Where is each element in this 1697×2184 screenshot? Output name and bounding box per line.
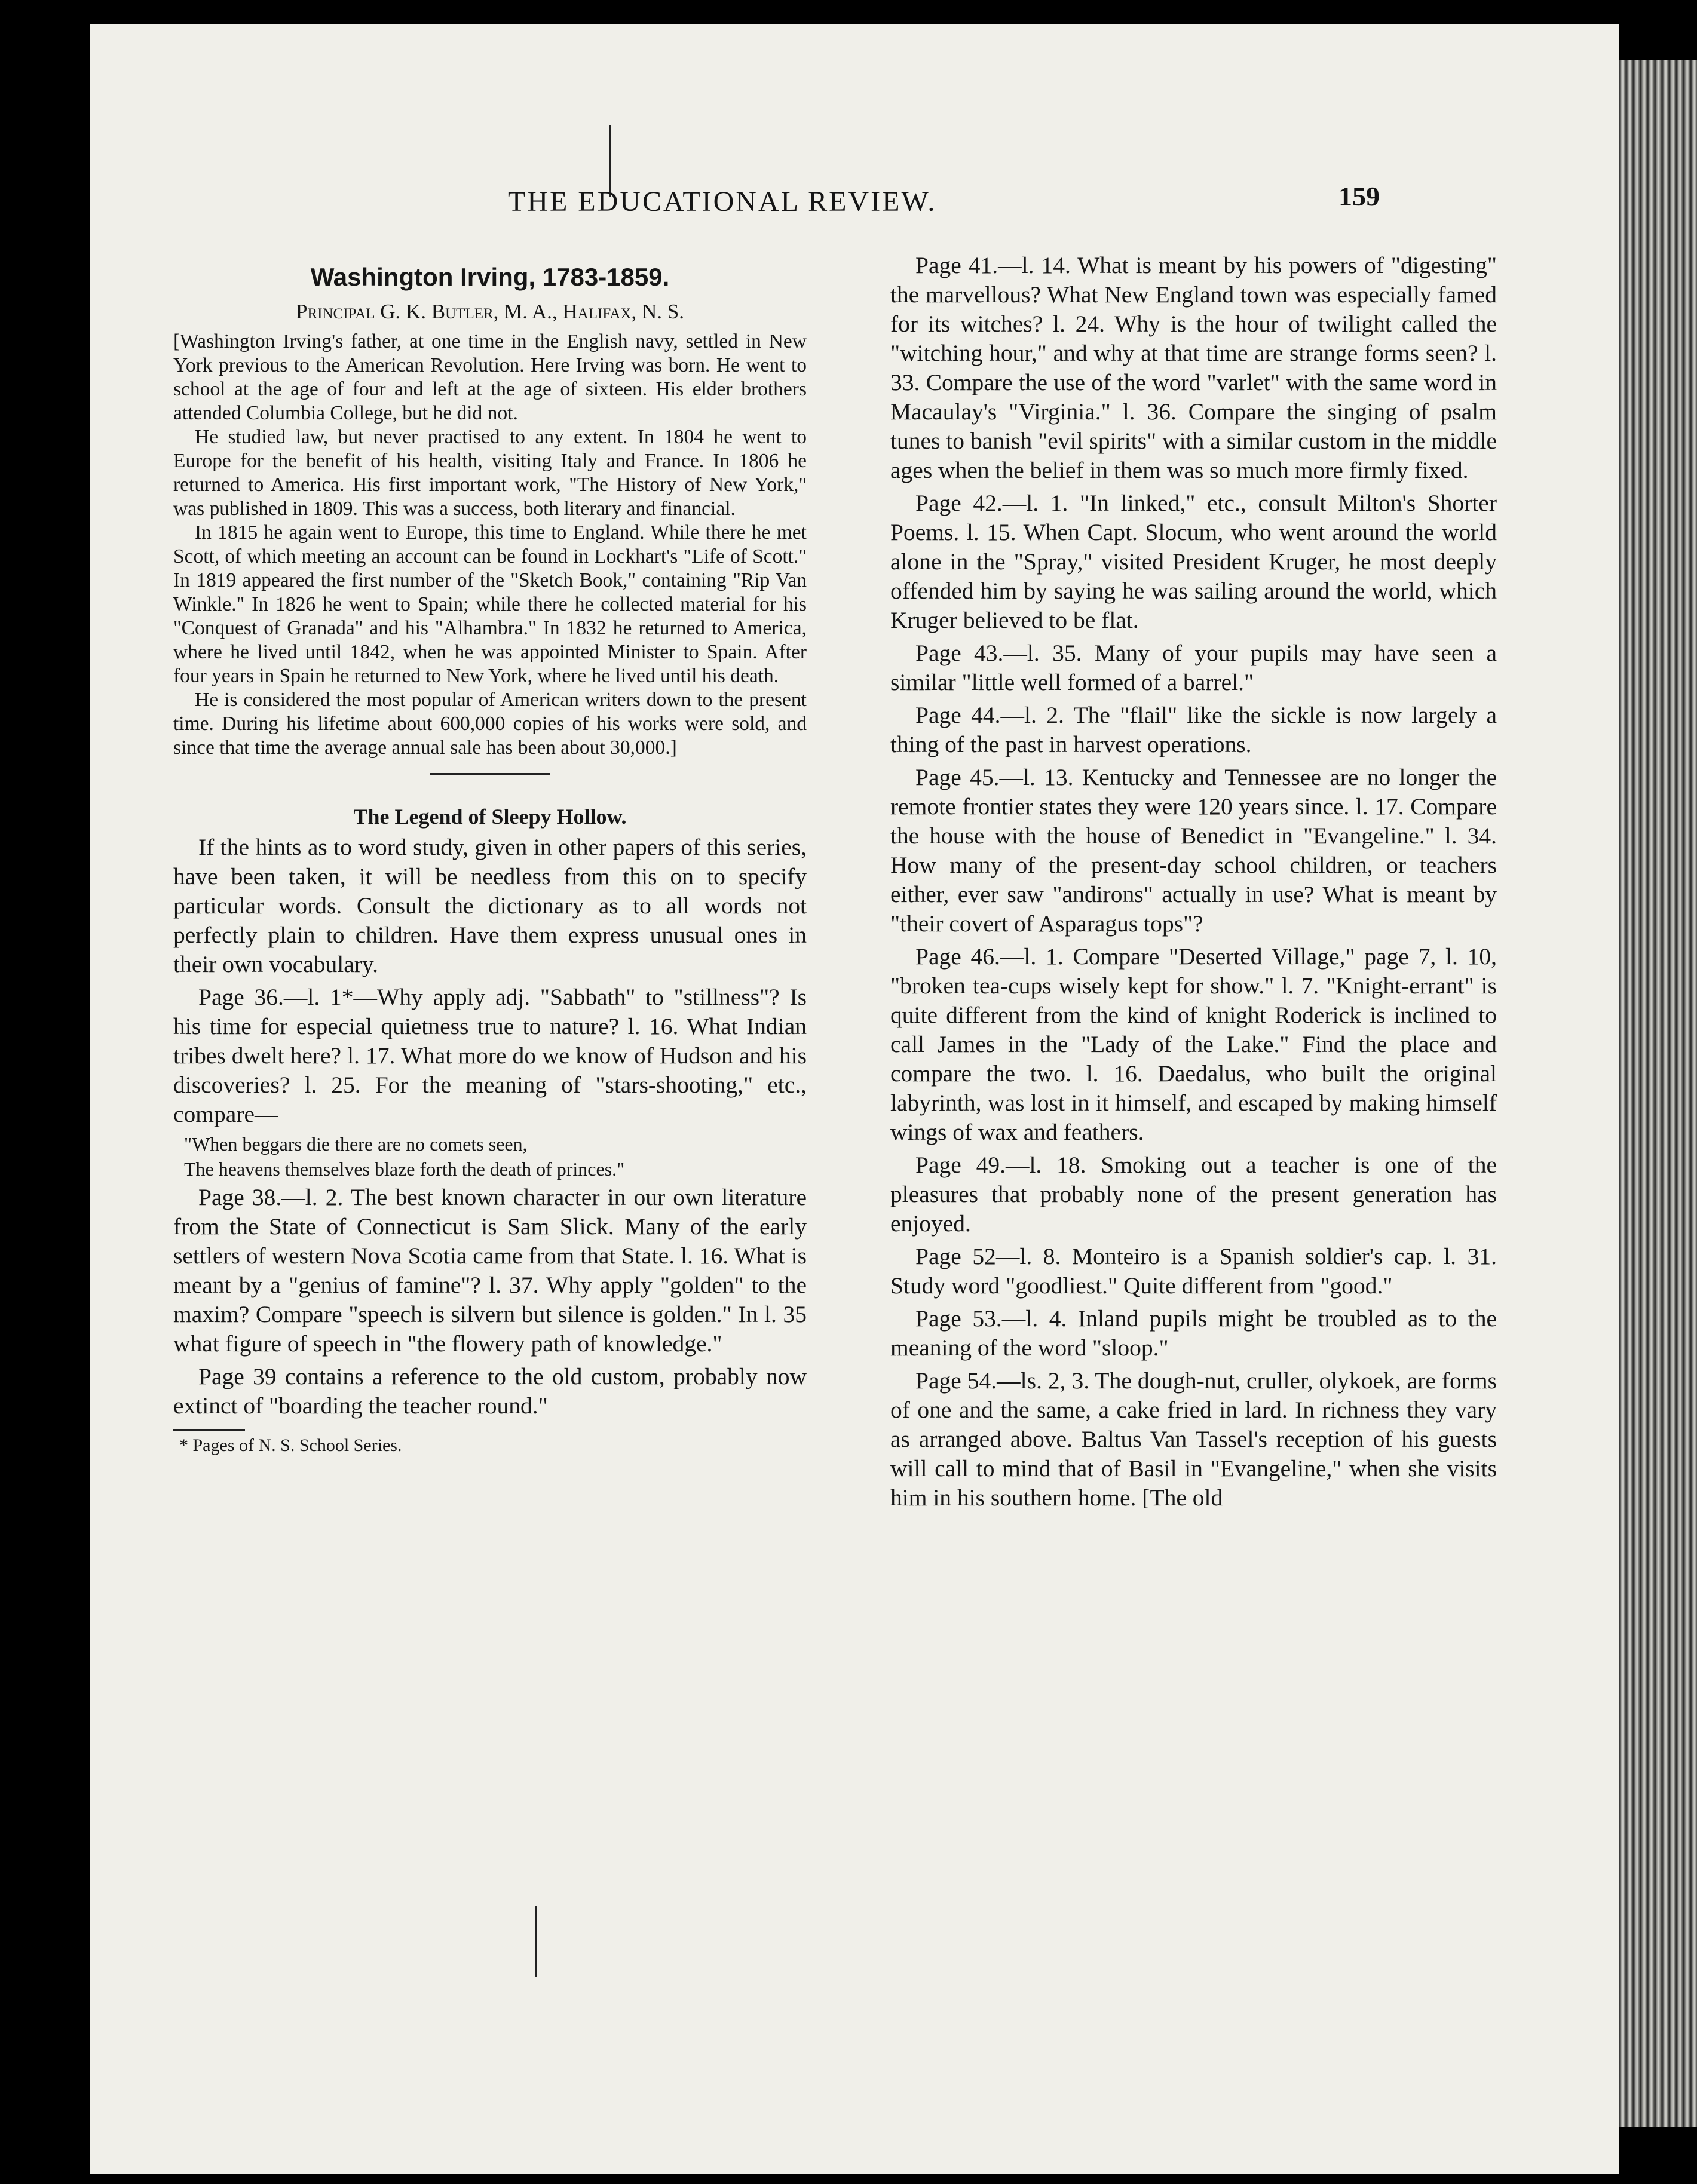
quote-line: "When beggars die there are no comets seen, xyxy=(184,1133,528,1155)
article-title: Washington Irving, 1783-1859. xyxy=(310,263,670,291)
legend-text-left-2 xyxy=(173,1183,807,1421)
left-column xyxy=(173,251,807,1456)
paragraph: Page 41.—l. 14. What is meant by his powers of "digesting" the marvellous? What New England town was especially famed for its witches? l. 24. Why is the hour of twilight called the "witching hour," and why at that time are strange forms seen? l. 33. Compare the use of the word "varlet" with the same word in Macaulay's "Virginia." l. 36. Compare the singing of psalm tunes to banish "evil spirits" with a similar custom in the middle ages when the belief in them was so much more firmly fixed. xyxy=(890,252,1497,483)
paragraph: Page 42.—l. 1. "In linked," etc., consult Milton's Shorter Poems. l. 15. When Capt. Slocum, who went around the world alone in the "Spray," visited President Kruger, he most deeply offended him by saying he was sailing around the world, which Kruger believed to be flat. xyxy=(890,490,1497,633)
paragraph: Page 53.—l. 4. Inland pupils might be troubled as to the meaning of the word "sloop." xyxy=(890,1305,1497,1361)
paragraph: Page 46.—l. 1. Compare "Deserted Village," page 7, l. 10, "broken tea-cups wisely kept for show." l. 7. "Knight-errant" is quite different from the kind of knight Roderick is inclined to call James in the "Lady of the Lake." Find the place and compare the two. l. 16. Daedalus, who built the original labyrinth, was lost in it himself, and escaped by making himself wings of wax and feathers. xyxy=(890,943,1497,1145)
bio-paragraph: In 1815 he again went to Europe, this time to England. While there he met Scott, of which meeting an account can be found in Lockhart's "Life of Scott." In 1819 appeared the first number of the "Sketch Book," containing "Rip Van Winkle." In 1826 he went to Spain; while there he collected material for his "Conquest of Granada" and his "Alhambra." In 1832 he returned to America, where he lived until 1842, when he was appointed Minister to Spain. After four years in Spain he returned to New York, where he lived until his death. xyxy=(173,522,807,687)
paragraph: Page 52—l. 8. Monteiro is a Spanish soldier's cap. l. 31. Study word "goodliest." Quite different from "good." xyxy=(890,1243,1497,1299)
quote-line: The heavens themselves blaze forth the death of princes." xyxy=(184,1158,625,1180)
article-author: Principal G. K. Butler, M. A., Halifax, N. S. xyxy=(296,300,684,323)
bio-paragraph: He is considered the most popular of American writers down to the present time. During his lifetime about 600,000 copies of his works were sold, and since that time the average annual sale has been about 30,000.] xyxy=(173,689,807,759)
paragraph: Page 38.—l. 2. The best known character in our own literature from the State of Connecticut is Sam Slick. Many of the early settlers of western Nova Scotia came from that State. l. 16. What is meant by a "genius of famine"? l. 37. Why apply "golden" to the maxim? Compare "speech is silvern but silence is golden." In l. 35 what figure of speech in "the flowery path of knowledge." xyxy=(173,1184,807,1357)
book-page xyxy=(90,24,1619,2174)
page-number: 159 xyxy=(1338,181,1380,211)
scan-mark-bottom xyxy=(535,1906,537,1977)
paragraph: Page 39 contains a reference to the old custom, probably now extinct of "boarding the teacher round." xyxy=(173,1363,807,1419)
paragraph: Page 44.—l. 2. The "flail" like the sickle is now largely a thing of the past in harvest operations. xyxy=(890,702,1497,757)
paragraph: Page 36.—l. 1*—Why apply adj. "Sabbath" to "stillness"? Is his time for especial quietness true to nature? l. 16. What Indian tribes dwelt here? l. 17. What more do we know of Hudson and his discoveries? l. 25. For the meaning of "stars-shooting," etc., compare— xyxy=(173,984,807,1127)
biography xyxy=(173,330,807,760)
paragraph: Page 43.—l. 35. Many of your pupils may have seen a similar "little well formed of a barrel." xyxy=(890,640,1497,695)
bio-paragraph: He studied law, but never practised to any extent. In 1804 he went to Europe for the benefit of his health, visiting Italy and France. In 1806 he returned to America. His first important work, "The History of New York," was published in 1809. This was a success, both literary and financial. xyxy=(173,426,807,520)
paragraph: Page 45.—l. 13. Kentucky and Tennessee are no longer the remote frontier states they were 120 years since. l. 17. Compare the house with the house of Benedict in "Evangeline." l. 34. How many of the present-day school children, or teachers either, ever saw "andirons" actually in use? What is meant by "their covert of Asparagus tops"? xyxy=(890,764,1497,937)
section-title: The Legend of Sleepy Hollow. xyxy=(353,805,627,829)
quotation xyxy=(173,1133,807,1180)
footnote-divider xyxy=(173,1429,245,1431)
book-page-edges xyxy=(1619,60,1697,2127)
bio-paragraph: [Washington Irving's father, at one time in the English navy, settled in New York previous to the American Revolution. Here Irving was born. He went to school at the age of four and left at the age of sixteen. His elder brothers attended Columbia College, but he did not. xyxy=(173,330,807,424)
legend-text-left xyxy=(173,833,807,1129)
paragraph: Page 49.—l. 18. Smoking out a teacher is one of the pleasures that probably none of the present generation has enjoyed. xyxy=(890,1152,1497,1237)
section-divider xyxy=(430,773,550,775)
paragraph: Page 54.—ls. 2, 3. The dough-nut, cruller, olykoek, are forms of one and the same, a cake fried in lard. In richness they vary as arranged above. Baltus Van Tassel's reception of his guests will call to mind that of Basil in "Evangeline," when she visits him in his southern home. [The old xyxy=(890,1367,1497,1511)
right-column xyxy=(890,251,1497,1516)
journal-title: THE EDUCATIONAL REVIEW. xyxy=(508,186,937,217)
footnote: * Pages of N. S. School Series. xyxy=(179,1435,402,1455)
paragraph: If the hints as to word study, given in other papers of this series, have been taken, it will be needless from this on to specify particular words. Consult the dictionary as to all words not perfectly plain to children. Have them express unusual ones in their own vocabulary. xyxy=(173,834,807,977)
